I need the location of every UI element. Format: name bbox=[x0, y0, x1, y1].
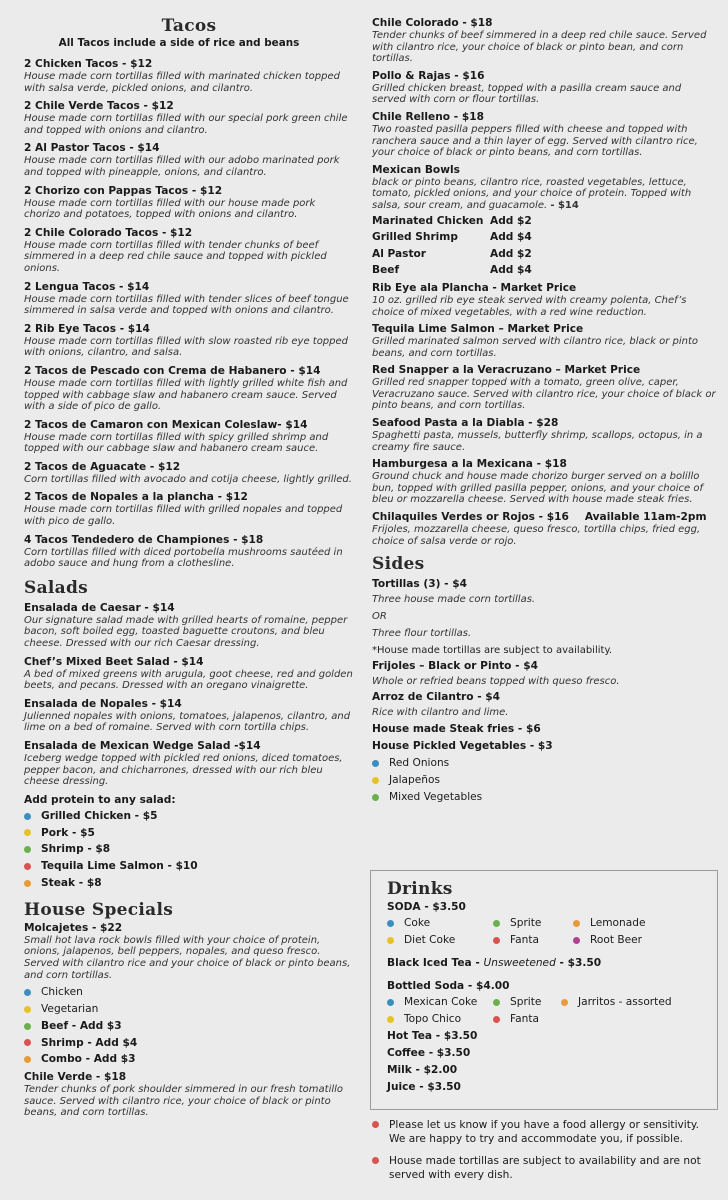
chilaquiles-name: Chilaquiles Verdes or Rojos - $16 bbox=[372, 511, 569, 524]
left-column bbox=[24, 0, 354, 1119]
menu-item bbox=[372, 322, 718, 359]
chilaquiles-available: Available 11am-2pm bbox=[584, 511, 707, 524]
drinks-box bbox=[370, 870, 718, 1110]
item-desc: OR bbox=[372, 611, 387, 623]
option-item bbox=[24, 984, 354, 1001]
menu-item bbox=[372, 110, 718, 159]
bullet-dot-icon bbox=[493, 920, 500, 927]
drink-label: Jarritos - assorted bbox=[578, 996, 672, 1008]
bowl-protein-row bbox=[372, 213, 718, 230]
item-name: 2 Tacos de Nopales a la plancha - $12 bbox=[24, 491, 248, 504]
bowl-protein-name: Grilled Shrimp bbox=[372, 231, 458, 244]
item-desc: Our signature salad made with grilled hearts of romaine, pepper bacon, soft boiled egg, toasted baguette croutons, and bleu cheese. Dressed with our rich Caesar dressing. bbox=[24, 614, 348, 650]
drink-label: Diet Coke bbox=[404, 934, 456, 946]
bowls-price: - $14 bbox=[550, 199, 579, 211]
menu-item bbox=[372, 416, 718, 453]
item-name: 2 Chicken Tacos - $12 bbox=[24, 58, 153, 70]
pickled-item bbox=[372, 772, 718, 789]
bullet-dot-icon bbox=[24, 1023, 31, 1030]
bullet-dot-icon bbox=[387, 1016, 394, 1023]
menu-item bbox=[372, 510, 718, 547]
item-name: Tortillas (3) - $4 bbox=[372, 578, 467, 591]
note-item bbox=[372, 1154, 718, 1182]
option-item bbox=[24, 1035, 354, 1052]
protein-label: Grilled Chicken - $5 bbox=[41, 809, 158, 822]
item-name: Hot Tea - $3.50 bbox=[387, 1030, 478, 1042]
item-desc: Grilled chicken breast, topped with a pasilla cream sauce and served with corn or flour tortillas. bbox=[372, 82, 682, 106]
note-item bbox=[372, 1118, 718, 1146]
menu-item bbox=[372, 16, 718, 65]
molcajetes-options bbox=[24, 984, 354, 1068]
item-name: Coffee - $3.50 bbox=[387, 1047, 471, 1059]
bowl-protein-name: Marinated Chicken bbox=[372, 214, 484, 227]
salads-list bbox=[24, 601, 354, 788]
drink-label: Fanta bbox=[510, 1013, 539, 1025]
item-name: House made Steak fries - $6 bbox=[372, 723, 541, 736]
bullet-dot-icon bbox=[387, 937, 394, 944]
protein-item bbox=[24, 808, 354, 825]
menu-item bbox=[24, 57, 354, 94]
item-desc: Grilled red snapper topped with a tomato, green olive, caper, Veracruzano sauce. Served with cilantro rice, your choice of black or pinto beans, and corn tortillas. bbox=[372, 377, 716, 412]
menu-item bbox=[24, 322, 354, 359]
iced-tea-price: - $3.50 bbox=[559, 957, 602, 969]
item-name: Hamburgesa a la Mexicana - $18 bbox=[372, 458, 567, 471]
drink-option bbox=[573, 932, 642, 949]
protein-item bbox=[24, 825, 354, 842]
item-name: Red Snapper a la Veracruzano – Market Price bbox=[372, 364, 641, 377]
pickled-item bbox=[372, 755, 718, 772]
item-desc: Three flour tortillas. bbox=[372, 628, 472, 640]
menu-item bbox=[24, 533, 354, 570]
item-desc: House made corn tortillas filled with our adobo marinated pork and topped with pineapple, onions, and cilantro. bbox=[24, 155, 340, 178]
menu-item bbox=[24, 460, 354, 486]
bowl-protein-row bbox=[372, 229, 718, 246]
item-name: 2 Chorizo con Pappas Tacos - $12 bbox=[24, 184, 223, 197]
tortilla-note: *House made tortillas are subject to availability. bbox=[372, 645, 613, 657]
bullet-dot-icon bbox=[493, 937, 500, 944]
item-name: 2 Chile Colorado Tacos - $12 bbox=[24, 226, 193, 239]
bowl-protein-add: Add $2 bbox=[490, 214, 532, 227]
pickled-label: Red Onions bbox=[389, 757, 450, 770]
item-name: Arroz de Cilantro - $4 bbox=[372, 691, 501, 704]
item-desc: House made corn tortillas filled with spicy grilled shrimp and topped with our cabbage slaw and habanero cream sauce. bbox=[24, 431, 329, 455]
item-name: Chile Relleno - $18 bbox=[372, 110, 484, 123]
option-item bbox=[24, 1001, 354, 1018]
item-name: Chef’s Mixed Beet Salad - $14 bbox=[24, 655, 204, 668]
bullet-dot-icon bbox=[24, 989, 31, 996]
option-label: Chicken bbox=[41, 986, 83, 999]
bowl-protein-name: Al Pastor bbox=[372, 247, 427, 260]
bullet-dot-icon bbox=[387, 999, 394, 1006]
iced-tea-name: Black Iced Tea bbox=[387, 957, 472, 969]
bullet-dot-icon bbox=[24, 1006, 31, 1013]
bullet-dot-icon bbox=[387, 920, 394, 927]
bottled-row bbox=[387, 994, 717, 1011]
item-desc: House made corn tortillas filled with our house made pork chorizo and potatoes, topped with onions and cilantro. bbox=[24, 197, 316, 221]
drink-option bbox=[493, 932, 573, 949]
item-desc: Frijoles, mozzarella cheese, queso fresco, tortilla chips, fried egg, choice of salsa verde or rojo. bbox=[372, 524, 701, 547]
item-desc: House made corn tortillas filled with grilled nopales and topped with pico de gallo. bbox=[24, 504, 343, 528]
drink-option bbox=[387, 932, 493, 949]
item-desc: House made corn tortillas filled with tender chunks of beef simmered in a deep red chile sauce and topped with pickled onions. bbox=[24, 239, 327, 274]
item-desc: Three house made corn tortillas. bbox=[372, 594, 536, 606]
notes bbox=[372, 1118, 718, 1190]
menu-item bbox=[24, 184, 354, 221]
item-name: Pollo & Rajas - $16 bbox=[372, 69, 485, 82]
option-label: Combo - Add $3 bbox=[41, 1053, 136, 1066]
drink-option bbox=[387, 1011, 493, 1028]
item-desc: House made corn tortillas filled with our special pork green chile and topped with onions and cilantro. bbox=[24, 113, 348, 136]
protein-label: Shrimp - $8 bbox=[41, 843, 111, 856]
item-desc: Tender chunks of beef simmered in a deep red chile sauce. Served with cilantro rice, your choice of black or pinto bean, and corn tortillas. bbox=[372, 30, 707, 65]
drink-label: Topo Chico bbox=[404, 1013, 462, 1025]
tacos-subtitle: All Tacos include a side of rice and beans bbox=[58, 37, 300, 49]
drink-label: Mexican Coke bbox=[404, 996, 478, 1008]
drink-option bbox=[387, 915, 493, 932]
drink-option bbox=[493, 1011, 539, 1028]
drink-label: Root Beer bbox=[590, 934, 643, 946]
item-desc: A bed of mixed greens with arugula, goot cheese, red and golden beets, and pecans. Dressed with an oregano vinaigrette. bbox=[24, 668, 353, 692]
item-name bbox=[372, 510, 718, 524]
tacos-list bbox=[24, 57, 354, 570]
protein-title: Add protein to any salad: bbox=[24, 793, 176, 806]
bullet-dot-icon bbox=[573, 937, 580, 944]
item-desc: Corn tortillas filled with diced portobella mushrooms sautéed in adobo sauce and hung from a clothesline. bbox=[24, 546, 343, 570]
menu-item bbox=[24, 99, 354, 136]
bowl-protein-row bbox=[372, 246, 718, 263]
menu-item bbox=[24, 697, 354, 734]
item-name: Tequila Lime Salmon – Market Price bbox=[372, 323, 584, 336]
bullet-dot-icon bbox=[24, 1056, 31, 1063]
bowl-protein-add: Add $4 bbox=[490, 264, 532, 277]
item-name: Mexican Bowls bbox=[372, 163, 460, 176]
item-desc: Corn tortillas filled with avocado and cotija cheese, lightly grilled. bbox=[24, 473, 352, 485]
menu-item bbox=[24, 280, 354, 317]
item-name: Chile Colorado - $18 bbox=[372, 17, 493, 29]
soda-row bbox=[387, 932, 717, 949]
menu-item bbox=[24, 226, 354, 275]
salads-title: Salads bbox=[24, 577, 89, 598]
item-name: House Pickled Vegetables - $3 bbox=[372, 740, 553, 753]
menu-item bbox=[372, 457, 718, 506]
bullet-dot-icon bbox=[372, 760, 379, 767]
option-item bbox=[24, 1051, 354, 1068]
item-name: 2 Al Pastor Tacos - $14 bbox=[24, 142, 160, 155]
bullet-dot-icon bbox=[493, 1016, 500, 1023]
soda-row bbox=[387, 915, 717, 932]
bowl-protein-name: Beef bbox=[372, 264, 400, 277]
item-desc bbox=[372, 177, 718, 212]
drink-option bbox=[493, 994, 561, 1011]
bowl-protein-add: Add $4 bbox=[490, 231, 532, 244]
iced-tea-note: Unsweetened bbox=[483, 957, 556, 969]
option-label: Beef - Add $3 bbox=[41, 1019, 122, 1032]
item-desc: Iceberg wedge topped with pickled red onions, diced tomatoes, pepper bacon, and chicharrones, dressed with our rich bleu cheese dressing. bbox=[24, 753, 343, 788]
drink-option bbox=[561, 994, 672, 1011]
drink-label: Coke bbox=[404, 917, 431, 929]
pickled-item bbox=[372, 789, 718, 806]
menu-item bbox=[24, 418, 354, 455]
item-name: Milk - $2.00 bbox=[387, 1064, 458, 1076]
menu-item bbox=[24, 601, 354, 650]
drink-label: Sprite bbox=[510, 996, 542, 1008]
protein-item bbox=[24, 858, 354, 875]
pickled-list bbox=[372, 755, 718, 805]
item-name: Ensalada de Caesar - $14 bbox=[24, 601, 175, 614]
menu-item bbox=[24, 141, 354, 178]
bullet-dot-icon bbox=[24, 846, 31, 853]
menu-item bbox=[372, 69, 718, 106]
item-name: Bottled Soda - $4.00 bbox=[387, 980, 510, 992]
item-name: Molcajetes - $22 bbox=[24, 921, 123, 934]
bullet-dot-icon bbox=[372, 777, 379, 784]
item-desc: House made corn tortillas filled with marinated chicken topped with salsa verde, pickled onions, and cilantro. bbox=[24, 71, 340, 94]
right-column bbox=[372, 16, 718, 806]
protein-label: Tequila Lime Salmon - $10 bbox=[41, 860, 198, 873]
menu-item bbox=[24, 490, 354, 527]
bullet-dot-icon bbox=[372, 1157, 379, 1164]
bullet-dot-icon bbox=[24, 863, 31, 870]
item-name: 2 Rib Eye Tacos - $14 bbox=[24, 322, 150, 335]
item-desc: House made corn tortillas filled with tender slices of beef tongue simmered in salsa verde and topped with onions and cilantro. bbox=[24, 293, 349, 317]
menu-item bbox=[24, 739, 354, 788]
option-item bbox=[24, 1018, 354, 1035]
item-name: Juice - $3.50 bbox=[387, 1081, 461, 1093]
protein-item bbox=[24, 841, 354, 858]
iced-tea-line: Black Iced Tea - Unsweetened - $3.50 bbox=[387, 957, 602, 969]
menu-item bbox=[24, 655, 354, 692]
protein-label: Pork - $5 bbox=[41, 826, 95, 839]
item-desc: 10 oz. grilled rib eye steak served with creamy polenta, Chef’s choice of mixed vegetables, with a red wine reduction. bbox=[372, 294, 687, 318]
note-text: House made tortillas are subject to availability and are not served with every dish. bbox=[389, 1155, 701, 1181]
bullet-dot-icon bbox=[24, 813, 31, 820]
bullet-dot-icon bbox=[573, 920, 580, 927]
item-name: SODA - $3.50 bbox=[387, 901, 466, 913]
item-name: Chile Verde - $18 bbox=[24, 1071, 127, 1084]
drink-option bbox=[573, 915, 645, 932]
item-desc: House made corn tortillas filled with slow roasted rib eye topped with onions, cilantro, and salsa. bbox=[24, 335, 349, 359]
item-name: 4 Tacos Tendedero de Championes - $18 bbox=[24, 533, 264, 546]
drink-label: Sprite bbox=[510, 917, 542, 929]
menu-item bbox=[24, 364, 354, 413]
item-desc: Ground chuck and house made chorizo burger served on a bolillo bun, topped with grilled pasilla pepper, onions, and your choice of bleu or mozzarella cheese. Served with house made steak fries. bbox=[372, 471, 704, 506]
protein-list bbox=[24, 808, 354, 892]
item-desc: Grilled marinated salmon served with cilantro rice, black or pinto beans, and corn tortillas. bbox=[372, 336, 699, 359]
bullet-dot-icon bbox=[493, 999, 500, 1006]
drinks-title: Drinks bbox=[387, 879, 453, 899]
item-desc: Tender chunks of pork shoulder simmered in our fresh tomatillo sauce. Served with cilantro rice, your choice of black or pinto beans, and corn tortillas. bbox=[24, 1084, 344, 1119]
drink-label: Lemonade bbox=[590, 917, 646, 929]
bullet-dot-icon bbox=[561, 999, 568, 1006]
item-name: Ensalada de Mexican Wedge Salad -$14 bbox=[24, 740, 261, 752]
bowl-protein-row bbox=[372, 262, 718, 279]
bullet-dot-icon bbox=[24, 1039, 31, 1046]
item-name: 2 Tacos de Aguacate - $12 bbox=[24, 460, 181, 473]
house-specials-title: House Specials bbox=[24, 899, 174, 920]
bullet-dot-icon bbox=[372, 1121, 379, 1128]
protein-item bbox=[24, 875, 354, 892]
option-label: Shrimp - Add $4 bbox=[41, 1036, 138, 1049]
drink-label: Fanta bbox=[510, 934, 539, 946]
item-desc: Rice with cilantro and lime. bbox=[372, 707, 509, 719]
item-desc: Julienned nopales with onions, tomatoes, jalapenos, cilantro, and lime on a bed of romaine. Served with corn tortilla chips. bbox=[24, 710, 351, 734]
item-name: 2 Tacos de Camaron con Mexican Coleslaw- $14 bbox=[24, 418, 308, 431]
sides-title: Sides bbox=[372, 554, 425, 575]
bullet-dot-icon bbox=[24, 880, 31, 887]
bottled-row bbox=[387, 1011, 717, 1028]
pickled-label: Mixed Vegetables bbox=[389, 790, 483, 803]
item-desc: Whole or refried beans topped with queso fresco. bbox=[372, 676, 620, 688]
bowls-protein-list bbox=[372, 213, 718, 279]
item-name: 2 Chile Verde Tacos - $12 bbox=[24, 100, 174, 113]
item-desc: Spaghetti pasta, mussels, butterfly shrimp, scallops, octopus, in a creamy fire sauce. bbox=[372, 430, 703, 453]
item-name: Seafood Pasta a la Diabla - $28 bbox=[372, 417, 559, 430]
mexican-bowls bbox=[372, 163, 718, 279]
item-name: Ensalada de Nopales - $14 bbox=[24, 697, 182, 710]
item-name: 2 Tacos de Pescado con Crema de Habanero - $14 bbox=[24, 364, 321, 377]
bullet-dot-icon bbox=[372, 794, 379, 801]
item-name: 2 Lengua Tacos - $14 bbox=[24, 280, 150, 293]
item-name: Rib Eye ala Plancha - Market Price bbox=[372, 281, 577, 294]
drink-option bbox=[493, 915, 573, 932]
item-desc: Small hot lava rock bowls filled with your choice of protein, onions, jalapenos, bell peppers, nopales, and queso fresco. Served with cilantro rice and your choice of black or pinto beans, and corn tortillas. bbox=[24, 934, 351, 981]
bowl-protein-add: Add $2 bbox=[490, 247, 532, 260]
protein-label: Steak - $8 bbox=[41, 876, 102, 889]
bowls-desc-text: black or pinto beans, cilantro rice, roasted vegetables, lettuce, tomato, pickled onions, and your choice of protein. Topped with salsa, sour cream, and guacamole. bbox=[372, 176, 692, 211]
item-name: Frijoles – Black or Pinto - $4 bbox=[372, 660, 538, 673]
note-text: Please let us know if you have a food allergy or sensitivity. We are happy to try and accommodate you, if possible. bbox=[389, 1119, 700, 1145]
pickled-label: Jalapeños bbox=[389, 774, 441, 787]
item-desc: House made corn tortillas filled with lightly grilled white fish and topped with cabbage slaw and habanero cream sauce. Served with a side of pico de gallo. bbox=[24, 377, 348, 413]
bullet-dot-icon bbox=[24, 829, 31, 836]
tacos-title: Tacos bbox=[161, 16, 217, 36]
menu-item bbox=[372, 281, 718, 318]
item-desc: Two roasted pasilla peppers filled with cheese and topped with ranchera sauce and a thin layer of egg. Served with cilantro rice, your choice of black or pinto beans, and corn tortillas. bbox=[372, 123, 698, 159]
option-label: Vegetarian bbox=[41, 1002, 99, 1015]
menu-item bbox=[372, 363, 718, 412]
drink-option bbox=[387, 994, 493, 1011]
